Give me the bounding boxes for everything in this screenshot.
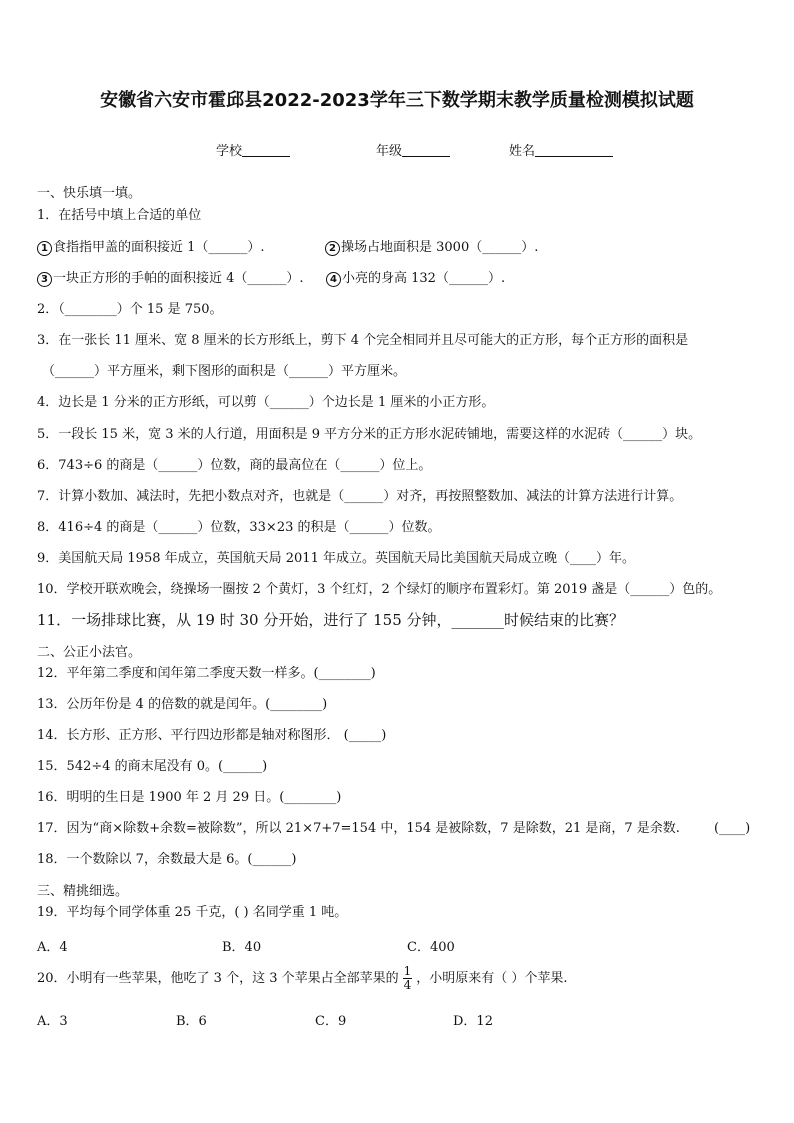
grade-label: 年级 (376, 144, 403, 159)
question-20-option-c[interactable]: C．9 (315, 1014, 347, 1029)
question-8: 8．416÷4 的商是（______）位数，33×23 的积是（______）位数。 (37, 520, 441, 535)
question-1d: 4 小亮的身高 132（______）. (326, 271, 505, 287)
question-7: 7．计算小数加、减法时，先把小数点对齐，也就是（______）对齐，再按照整数加、减法的计算方法进行计算。 (37, 489, 683, 504)
question-11: 11．一场排球比赛，从 19 时 30 分开始，进行了 155 分钟，_______时候结束的比赛？ (37, 611, 625, 629)
grade-blank[interactable] (402, 142, 450, 157)
question-4: 4．边长是 1 分米的正方形纸，可以剪（______）个边长是 1 厘米的小正方形。 (37, 395, 495, 410)
circled-number-1: 1 (37, 241, 52, 256)
grade-field[interactable] (376, 140, 450, 159)
fraction-one-quarter: $\frac{1}{4}$ (403, 964, 412, 992)
question-1b: 2 操场占地面积是 3000（______）. (325, 240, 538, 256)
question-19-option-c[interactable]: C．400 (407, 940, 455, 955)
question-12: 12．平年第二季度和闰年第二季度天数一样多。(________) (37, 666, 376, 681)
question-2: 2．（________）个 15 是 750。 (37, 302, 223, 317)
circled-number-4: 4 (326, 272, 341, 287)
question-1c: 3 一块正方形的手帕的面积接近 4（______）. (37, 271, 304, 287)
question-13: 13．公历年份是 4 的倍数的就是闰年。(________) (37, 697, 328, 712)
question-10: 10．学校开联欢晚会，绕操场一圈按 2 个黄灯，3 个红灯，2 个绿灯的顺序布置彩灯。第 2019 盏是（______）色的。 (37, 582, 722, 597)
circled-number-2: 2 (325, 241, 340, 256)
question-9: 9．美国航天局 1958 年成立，英国航天局 2011 年成立。英国航天局比美国航天局成立晚（____）年。 (37, 551, 635, 566)
circled-number-3: 3 (37, 272, 52, 287)
question-19-option-b[interactable]: B．40 (222, 940, 262, 955)
question-20-option-b[interactable]: B．6 (176, 1014, 207, 1029)
school-blank[interactable] (242, 142, 290, 157)
question-19-stem: 19．平均每个同学体重 25 千克，( ) 名同学重 1 吨。 (37, 905, 348, 920)
question-19-option-a[interactable]: A．4 (37, 940, 68, 955)
name-label: 姓名 (509, 144, 536, 159)
question-14: 14．长方形、正方形、平行四边形都是轴对称图形． (_____) (37, 728, 387, 743)
question-17: 17．因为“商×除数+余数=被除数”，所以 21×7+7=154 中，154 是被除数，7 是除数，21 是商，7 是余数. (37, 821, 680, 836)
school-field[interactable] (216, 140, 290, 159)
page-title: 安徽省六安市霍邱县2022-2023学年三下数学期末教学质量检测模拟试题 (100, 90, 694, 111)
question-3-line-2: （______）平方厘米，剩下图形的面积是（______）平方厘米。 (42, 364, 407, 379)
section-heading-3: 三、精挑细选。 (37, 884, 129, 899)
section-heading-1: 一、快乐填一填。 (37, 186, 142, 201)
question-17-blank[interactable]: (____) (714, 821, 751, 836)
question-20-option-d[interactable]: D．12 (453, 1014, 493, 1029)
question-18: 18．一个数除以 7，余数最大是 6。(______) (37, 852, 297, 867)
question-20-stem: 20．小明有一些苹果，他吃了 3 个，这 3 个苹果占全部苹果的 $\frac{1}{4}$ ，小明原来有（ ）个苹果. (37, 964, 568, 992)
question-3-line-1: 3．在一张长 11 厘米、宽 8 厘米的长方形纸上，剪下 4 个完全相同并且尽可能大的正方形，每个正方形的面积是 (37, 333, 689, 348)
school-label: 学校 (216, 144, 243, 159)
name-blank[interactable] (535, 142, 613, 157)
question-15: 15．542÷4 的商末尾没有 0。(______) (37, 759, 268, 774)
name-field[interactable] (509, 140, 613, 159)
question-6: 6．743÷6 的商是（______）位数，商的最高位在（______）位上。 (37, 458, 432, 473)
question-5: 5．一段长 15 米，宽 3 米的人行道，用面积是 9 平方分米的正方形水泥砖铺地，需要这样的水泥砖（______）块。 (37, 427, 702, 442)
question-20-option-a[interactable]: A．3 (37, 1014, 68, 1029)
question-1a: 1 食指指甲盖的面积接近 1（______）. (37, 240, 265, 256)
question-16: 16．明明的生日是 1900 年 2 月 29 日。(________) (37, 790, 342, 805)
section-heading-2: 二、公正小法官。 (37, 645, 142, 660)
question-1-stem: 1．在括号中填上合适的单位 (37, 208, 202, 223)
